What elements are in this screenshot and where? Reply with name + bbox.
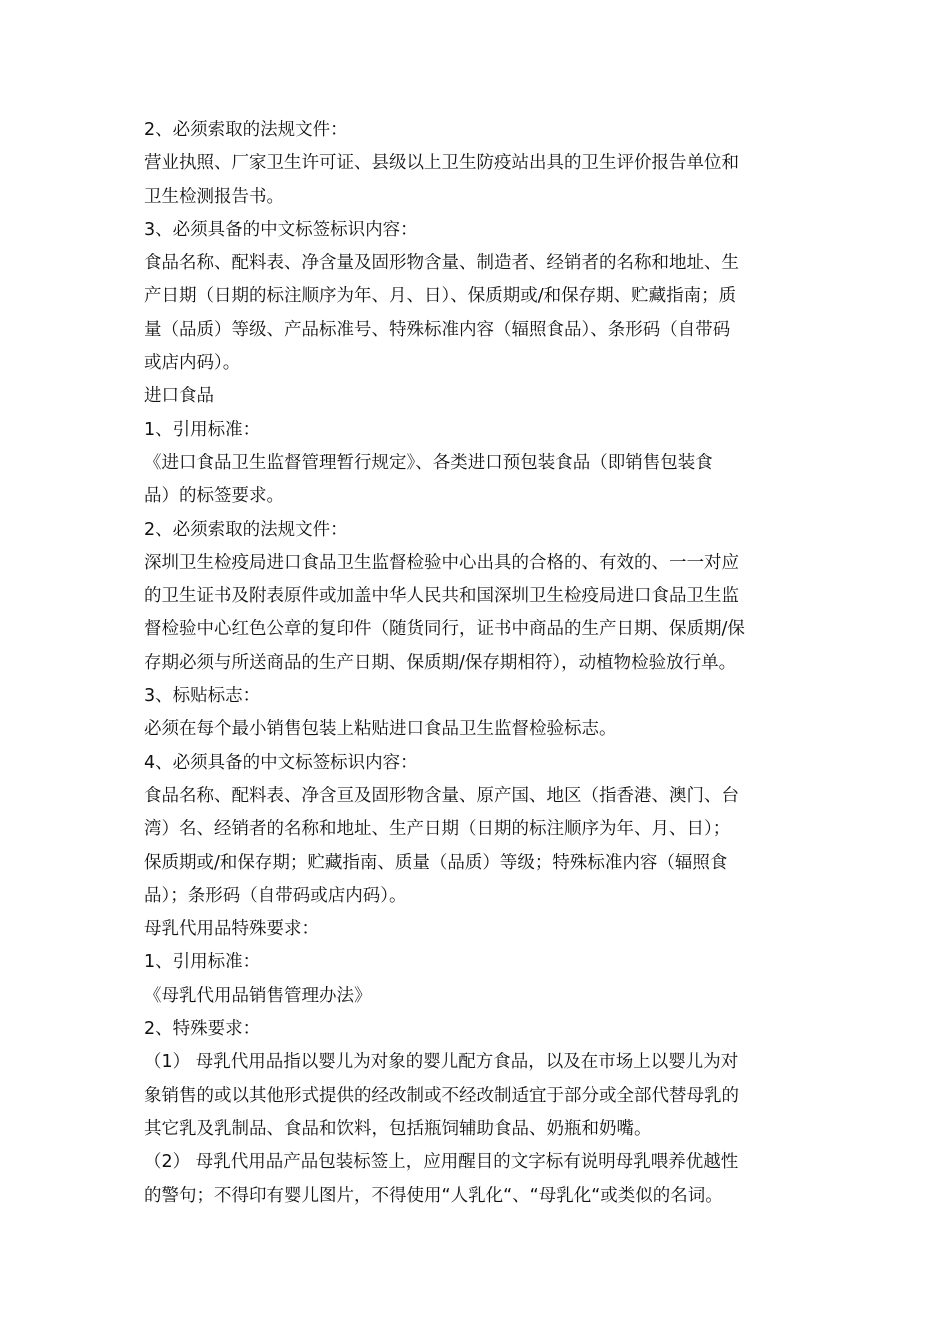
text-line: 2、必须索取的法规文件： [144, 120, 348, 140]
text-line: 3、必须具备的中文标签标识内容： [144, 219, 418, 240]
text-line: 产日期（日期的标注顺序为年、月、日）、保质期或/和保存期、贮藏指南；质 [144, 286, 737, 307]
text-line: 其它乳及乳制品、食品和饮料，包括瓶饲辅助食品、奶瓶和奶嘴。 [144, 1118, 652, 1139]
text-line: 卫生检测报告书。 [144, 186, 284, 207]
text-line: 存期必须与所送商品的生产日期、保质期/保存期相符），动植物检验放行单。 [144, 652, 737, 673]
text-line: 保质期或/和保存期；贮藏指南、质量（品质）等级；特殊标准内容（辐照食 [144, 852, 728, 873]
text-line: 2、必须索取的法规文件： [144, 519, 348, 540]
text-line: 食品名称、配料表、净含量及固形物含量、制造者、经销者的名称和地址、生 [144, 253, 739, 274]
text-line: 或店内码）。 [144, 353, 241, 374]
section-heading: 进口食品 [144, 386, 214, 407]
text-line: 1、引用标准： [144, 419, 261, 440]
text-line: 湾）名、经销者的名称和地址、生产日期（日期的标注顺序为年、月、日）； [144, 819, 731, 840]
text-line: 品）的标签要求。 [144, 486, 284, 507]
text-line: 量（品质）等级、产品标准号、特殊标准内容（辐照食品）、条形码（自带码 [144, 319, 731, 340]
text-line: 督检验中心红色公章的复印件（随货同行，证书中商品的生产日期、保质期/保 [144, 619, 745, 640]
text-line: 1、引用标准： [144, 952, 261, 973]
text-line: 品）；条形码（自带码或店内码）。 [144, 885, 407, 906]
text-line: 象销售的或以其他形式提供的经改制或不经改制适宜于部分或全部代替母乳的 [144, 1085, 739, 1106]
text-line: 营业执照、厂家卫生许可证、县级以上卫生防疫站出具的卫生评价报告单位和 [144, 153, 739, 174]
text-line: 深圳卫生检疫局进口食品卫生监督检验中心出具的合格的、有效的、一一对应 [144, 552, 739, 573]
text-line: 3、标贴标志： [144, 686, 261, 707]
section-heading: 母乳代用品特殊要求： [144, 919, 319, 940]
text-line: 的警句；不得印有婴儿图片，不得使用“人乳化“、“母乳化“或类似的名词。 [144, 1185, 723, 1206]
text-line: 《进口食品卫生监督管理暂行规定》、各类进口预包装食品（即销售包装食 [144, 452, 713, 473]
text-line: 《母乳代用品销售管理办法》 [144, 985, 372, 1006]
text-line: 必须在每个最小销售包装上粘贴进口食品卫生监督检验标志。 [144, 719, 617, 740]
text-line: 的卫生证书及附表原件或加盖中华人民共和国深圳卫生检疫局进口食品卫生监 [144, 586, 739, 607]
text-line: （2） 母乳代用品产品包装标签上，应用醒目的文字标有说明母乳喂养优越性 [144, 1152, 739, 1173]
text-line: 2、特殊要求： [144, 1019, 261, 1040]
text-line: 4、必须具备的中文标签标识内容： [144, 752, 418, 773]
text-line: （1） 母乳代用品指以婴儿为对象的婴儿配方食品，以及在市场上以婴儿为对 [144, 1052, 739, 1073]
text-line: 食品名称、配料表、净含亘及固形物含量、原产国、地区（指香港、澳门、台 [144, 785, 739, 806]
